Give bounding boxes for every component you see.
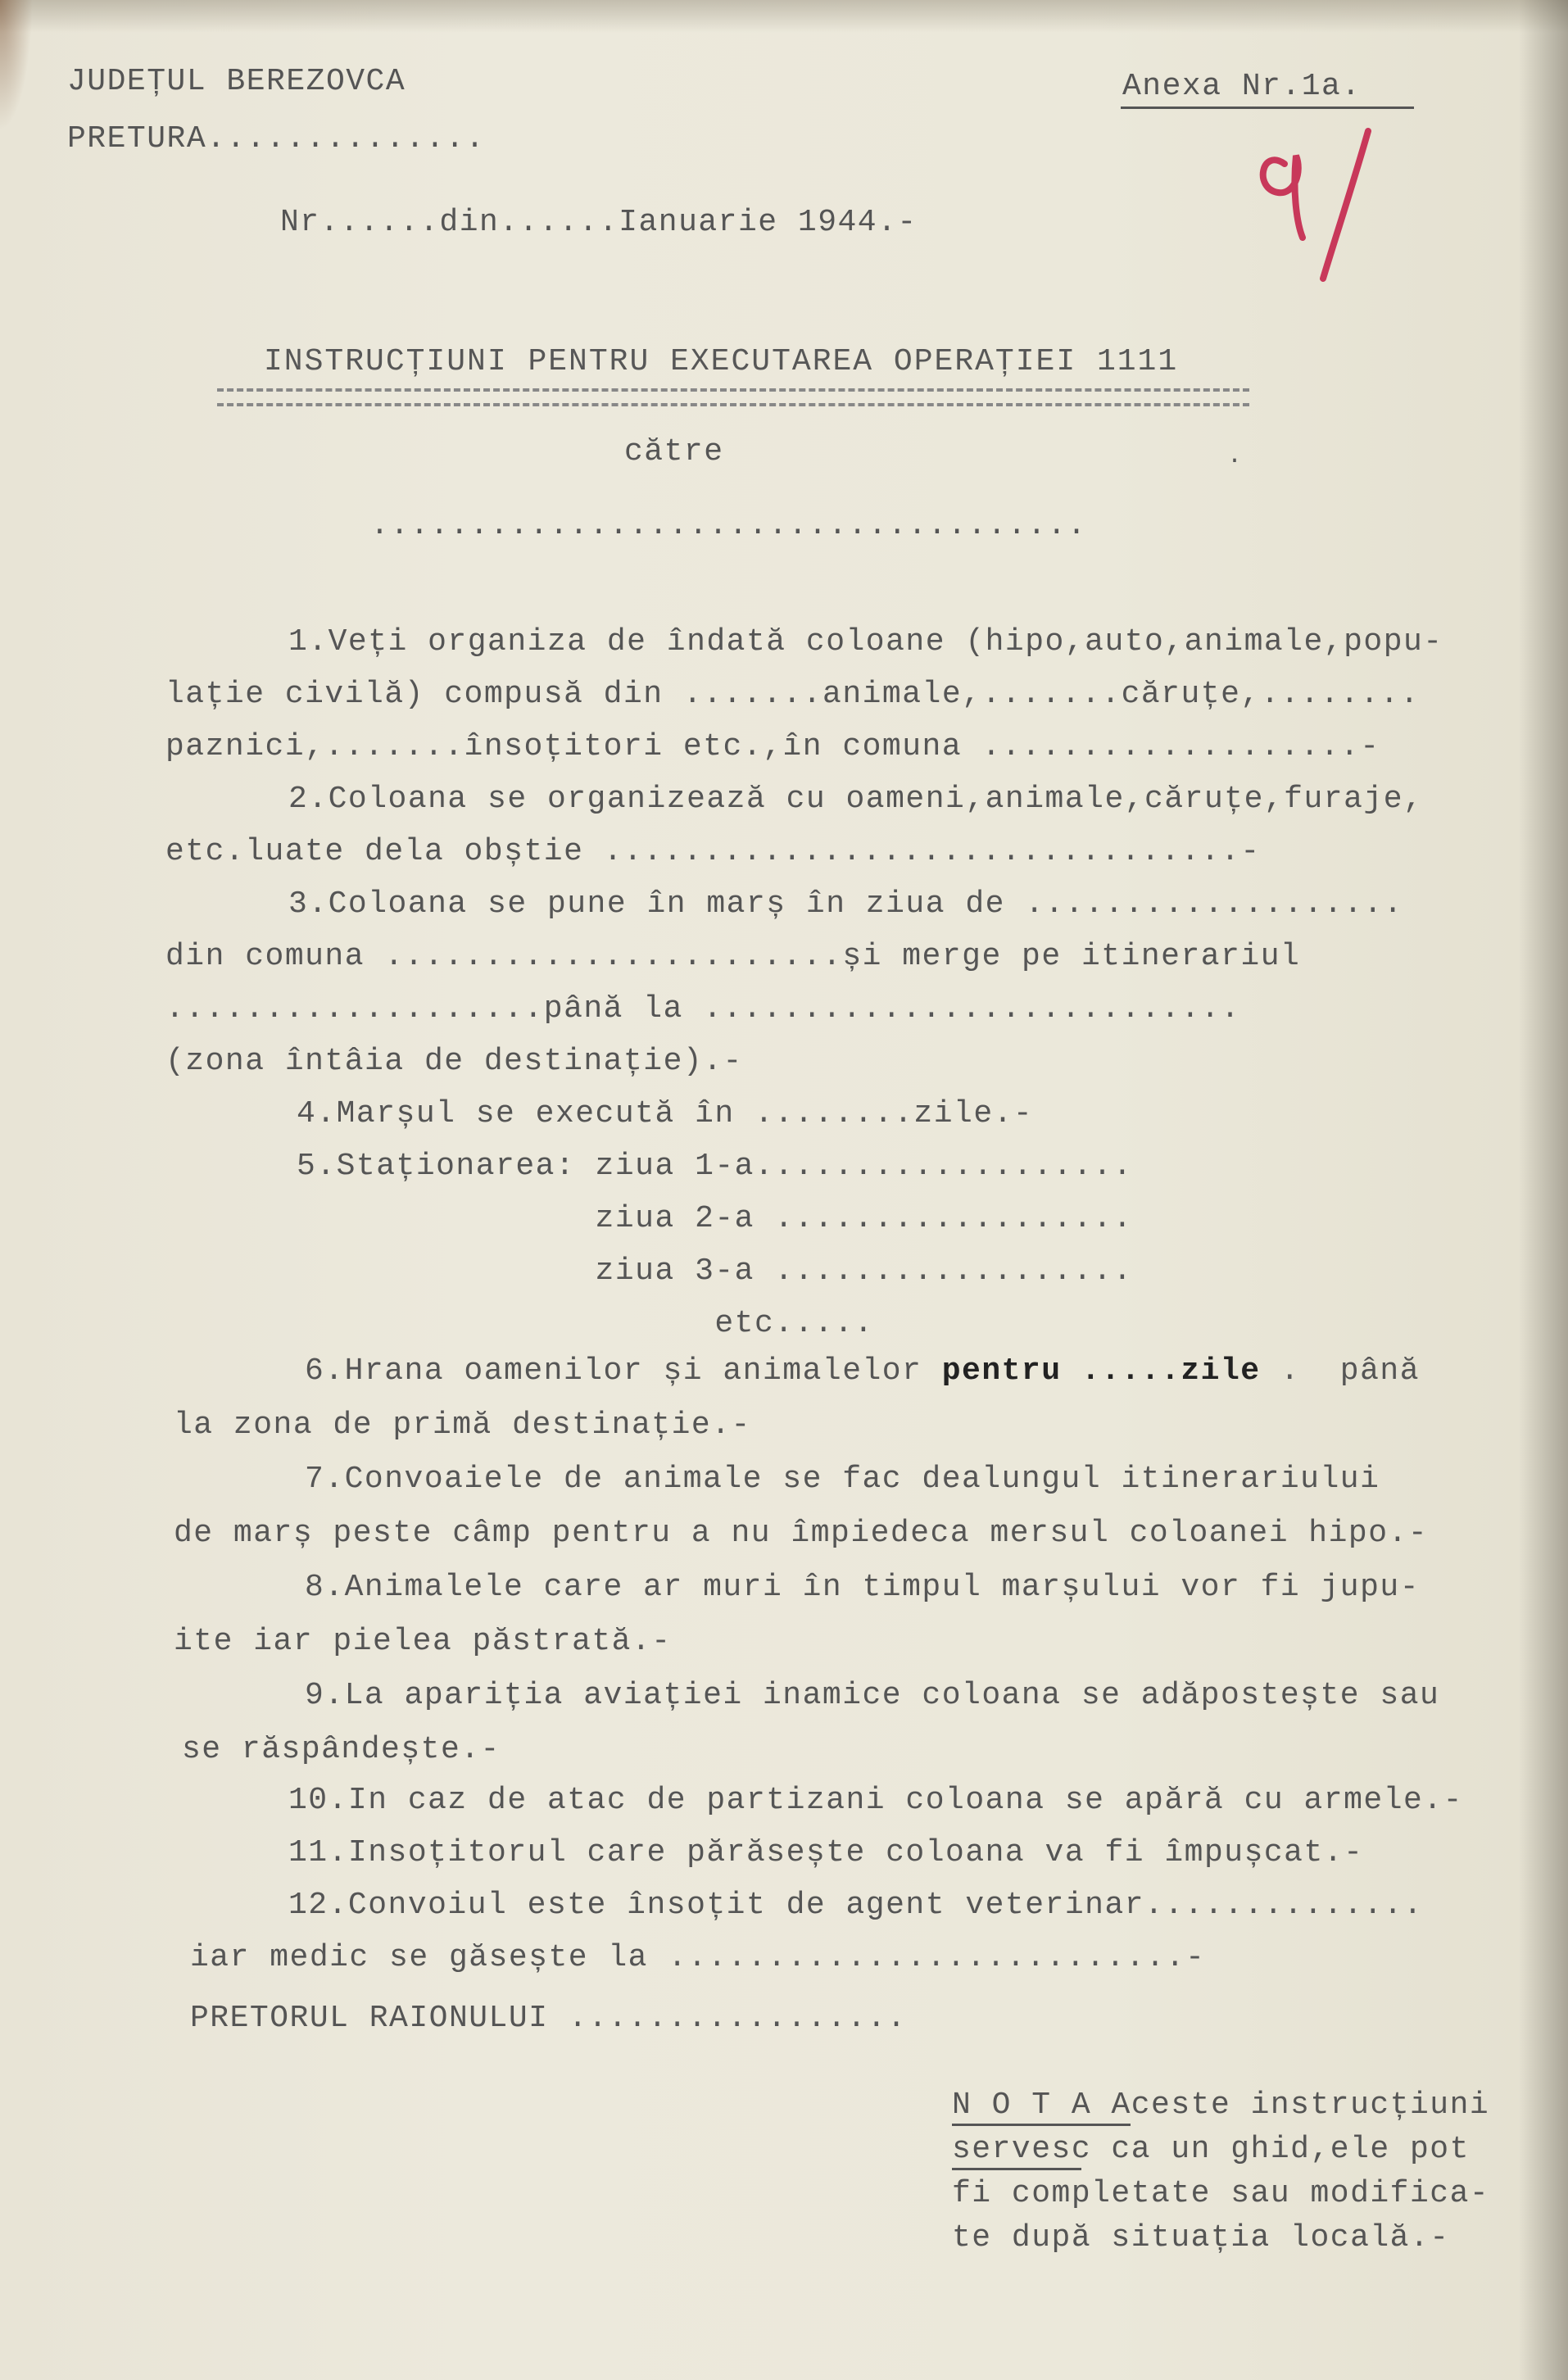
body-line: 4.Marșul se execută în ........zile.- [297, 1096, 1034, 1131]
item6-end: . până [1260, 1353, 1421, 1389]
page-title: INSTRUCȚIUNI PENTRU EXECUTAREA OPERAȚIEI 1111 [264, 344, 1179, 379]
paper-shadow-top [0, 0, 1568, 33]
body-line: 9.La apariția aviației inamice coloana se adăpostește sau [305, 1678, 1440, 1713]
handwritten-number-mark [1245, 115, 1376, 295]
nota-line: fi completate sau modifica- [952, 2176, 1490, 2211]
body-line: paznici,.......însoțitori etc.,în comuna ...................- [165, 729, 1380, 764]
body-line: din comuna .......................și merge pe itinerariul [165, 939, 1301, 974]
body-line: 5.Staționarea: ziua 1-a................... [297, 1149, 1133, 1184]
body-line: 11.Insoțitorul care părăsește coloana va fi împușcat.- [288, 1835, 1364, 1870]
paper-shadow-right [1519, 0, 1568, 2380]
nota-text: Aceste instrucțiuni [1091, 2088, 1490, 2123]
nota-line: servesc ca un ghid,ele pot [952, 2132, 1470, 2167]
body-line: se răspândește.- [182, 1732, 501, 1767]
pretura-heading: PRETURA.............. [67, 121, 486, 156]
body-line: 3.Coloana se pune în marș în ziua de ................... [288, 886, 1404, 922]
annex-underline [1121, 107, 1414, 109]
item6-line [305, 1353, 1420, 1389]
title-double-rule [217, 388, 1249, 406]
item6-start: 6.Hrana oamenilor și animalelor [305, 1353, 942, 1389]
body-line: 7.Convoaiele de animale se fac dealungul itinerariului [305, 1462, 1380, 1497]
body-line: 2.Coloana se organizează cu oameni,animale,căruțe,furaje, [288, 782, 1424, 817]
body-line: etc.luate dela obștie ................................- [165, 834, 1261, 869]
stray-dot: . [1227, 442, 1244, 470]
document-number-line: Nr......din......Ianuarie 1944.- [280, 205, 918, 240]
body-line: (zona întâia de destinație).- [165, 1044, 743, 1079]
signature-line: PRETORUL RAIONULUI ................. [190, 2001, 907, 2036]
body-line: ite iar pielea păstrată.- [174, 1624, 672, 1659]
body-line: iar medic se găsește la ..........................- [190, 1940, 1206, 1975]
nota-label: N O T A [952, 2088, 1092, 2123]
body-line: ziua 2-a .................. [297, 1201, 1133, 1236]
body-line: 12.Convoiul este însoțit de agent veterinar.............. [288, 1888, 1424, 1923]
body-line: 8.Animalele care ar muri în timpul marșului vor fi jupu- [305, 1570, 1421, 1605]
body-line: ...................până la ........................... [165, 991, 1241, 1027]
paper-stain [0, 0, 33, 131]
recipient-dots: .................................... [370, 508, 1087, 543]
body-line: 10.In caz de atac de partizani coloana se apără cu armele.- [288, 1783, 1463, 1818]
item6-typed-insert: pentru .....zile [941, 1353, 1261, 1389]
body-line: ziua 3-a .................. [297, 1253, 1133, 1289]
body-line: de marș peste câmp pentru a nu împiedeca mersul coloanei hipo.- [174, 1516, 1429, 1551]
nota-line [952, 2088, 1489, 2123]
nota-word-underline [952, 2168, 1081, 2170]
nota-label-underline [952, 2124, 1131, 2126]
body-line: 1.Veți organiza de îndată coloane (hipo,auto,animale,popu- [288, 624, 1443, 660]
body-line: la zona de primă destinație.- [174, 1408, 751, 1443]
nota-line: te după situația locală.- [952, 2220, 1450, 2255]
recipient-label: către [624, 434, 724, 469]
body-line: lație civilă) compusă din .......animale,.......căruțe,........ [165, 677, 1421, 712]
body-line: etc..... [297, 1306, 874, 1341]
annex-label: Anexa Nr.1a. [1122, 69, 1362, 104]
county-heading: JUDEȚUL BEREZOVCA [67, 64, 406, 99]
